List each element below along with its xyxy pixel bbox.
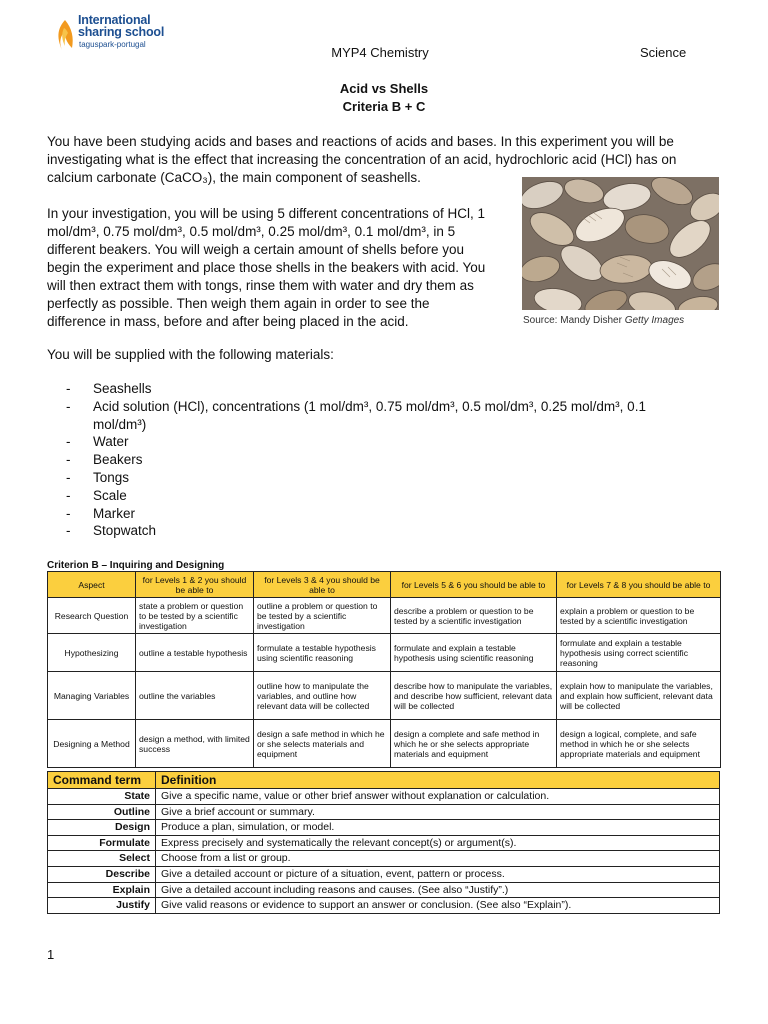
material-label: Stopwatch bbox=[93, 523, 157, 539]
investigation-line: difference in mass, before and after being placed in the acid. bbox=[47, 314, 409, 329]
column-header: Command term bbox=[48, 772, 156, 789]
material-label: Marker bbox=[93, 505, 136, 521]
table-cell: design a complete and safe method in which he or she selects appropriate materials and equipment bbox=[391, 720, 557, 768]
investigation-paragraph bbox=[47, 205, 517, 331]
material-label: Water bbox=[93, 434, 129, 450]
table-row bbox=[48, 789, 720, 805]
logo-line-1: International bbox=[78, 13, 151, 27]
column-header: for Levels 3 & 4 you should be able to bbox=[254, 572, 391, 598]
aspect-cell: Designing a Method bbox=[48, 720, 136, 768]
list-item bbox=[66, 380, 706, 398]
definition-cell: Give a detailed account or picture of a situation, event, pattern or process. bbox=[156, 866, 720, 882]
list-item bbox=[66, 505, 706, 523]
aspect-cell: Hypothesizing bbox=[48, 634, 136, 672]
table-cell: explain a problem or question to be tested by a scientific investigation bbox=[557, 598, 721, 634]
table-cell: outline how to manipulate the variables, and outline how relevant data will be collected bbox=[254, 672, 391, 720]
column-header: for Levels 7 & 8 you should be able to bbox=[557, 572, 721, 598]
list-bullet: - bbox=[66, 505, 71, 521]
table-row bbox=[48, 672, 721, 720]
investigation-line: different beakers. You will weigh a certain amount of shells before you bbox=[47, 242, 465, 257]
definition-cell: Give valid reasons or evidence to support an answer or conclusion. (See also “Explain”). bbox=[156, 898, 720, 914]
command-terms-table bbox=[47, 771, 720, 914]
list-bullet: - bbox=[66, 398, 71, 414]
table-cell: outline a testable hypothesis bbox=[136, 634, 254, 672]
table-cell: outline a problem or question to be tested by a scientific investigation bbox=[254, 598, 391, 634]
term-cell: State bbox=[48, 789, 156, 805]
list-bullet: - bbox=[66, 487, 71, 503]
definition-cell: Give a specific name, value or other brief answer without explanation or calculation. bbox=[156, 789, 720, 805]
term-cell: Explain bbox=[48, 882, 156, 898]
table-row bbox=[48, 634, 721, 672]
aspect-cell: Managing Variables bbox=[48, 672, 136, 720]
subject-group: Science bbox=[640, 45, 687, 60]
table-header-row bbox=[48, 572, 721, 598]
definition-cell: Give a detailed account including reasons and causes. (See also “Justify”.) bbox=[156, 882, 720, 898]
investigation-line: In your investigation, you will be using 5 different concentrations of HCl, 1 bbox=[47, 206, 485, 221]
column-header: for Levels 5 & 6 you should be able to bbox=[391, 572, 557, 598]
table-row bbox=[48, 820, 720, 836]
list-bullet: - bbox=[66, 523, 71, 539]
materials-intro: You will be supplied with the following materials: bbox=[47, 347, 334, 362]
table-row bbox=[48, 851, 720, 867]
term-cell: Design bbox=[48, 820, 156, 836]
table-cell: describe how to manipulate the variables, and describe how sufficient, relevant data will be collected bbox=[391, 672, 557, 720]
definition-cell: Give a brief account or summary. bbox=[156, 804, 720, 820]
logo-line-2: sharing school bbox=[78, 25, 165, 39]
term-cell: Select bbox=[48, 851, 156, 867]
materials-list bbox=[66, 380, 706, 540]
term-cell: Formulate bbox=[48, 835, 156, 851]
material-label: Seashells bbox=[93, 381, 152, 396]
document-title: Acid vs Shells bbox=[339, 81, 429, 96]
table-header-row bbox=[48, 772, 720, 789]
list-item bbox=[66, 433, 706, 451]
definition-cell: Produce a plan, simulation, or model. bbox=[156, 820, 720, 836]
table-row bbox=[48, 598, 721, 634]
term-cell: Outline bbox=[48, 804, 156, 820]
column-header: Aspect bbox=[48, 572, 136, 598]
material-label: Acid solution (HCl), concentrations (1 mol/dm³, 0.75 mol/dm³, 0.5 mol/dm³, 0.25 mol/dm³, 0.1 mol/dm³) bbox=[93, 398, 646, 432]
table-cell: formulate and explain a testable hypothesis using correct scientific reasoning bbox=[557, 634, 721, 672]
list-item bbox=[66, 487, 706, 505]
course-title: MYP4 Chemistry bbox=[331, 45, 429, 60]
document-subtitle: Criteria B + C bbox=[342, 99, 426, 114]
term-cell: Justify bbox=[48, 898, 156, 914]
caption-source: Source: Mandy Disher bbox=[523, 315, 625, 326]
list-item bbox=[66, 469, 706, 487]
investigation-line: perfectly as possible. Then weigh them again in order to see the bbox=[47, 296, 430, 311]
intro-line: calcium carbonate (CaCO₃), the main component of seashells. bbox=[47, 170, 421, 185]
list-item bbox=[66, 522, 706, 540]
aspect-cell: Research Question bbox=[48, 598, 136, 634]
term-cell: Describe bbox=[48, 866, 156, 882]
page-number: 1 bbox=[47, 947, 55, 962]
image-caption bbox=[523, 315, 684, 326]
table-row bbox=[48, 835, 720, 851]
list-bullet: - bbox=[66, 381, 71, 396]
investigation-line: will then extract them with tongs, rinse them with water and dry them as bbox=[47, 278, 474, 293]
list-item bbox=[66, 398, 693, 434]
table-cell: formulate and explain a testable hypothesis using scientific reasoning bbox=[391, 634, 557, 672]
intro-line: investigating what is the effect that increasing the concentration of an acid, hydrochloric acid (HCl) has on bbox=[47, 152, 677, 167]
school-logo bbox=[52, 14, 182, 54]
table-row bbox=[48, 898, 720, 914]
table-cell: formulate a testable hypothesis using scientific reasoning bbox=[254, 634, 391, 672]
material-label: Scale bbox=[93, 487, 127, 503]
column-header: for Levels 1 & 2 you should be able to bbox=[136, 572, 254, 598]
column-header: Definition bbox=[156, 772, 720, 789]
table-row bbox=[48, 804, 720, 820]
table-row bbox=[48, 866, 720, 882]
table-row bbox=[48, 720, 721, 768]
investigation-line: mol/dm³, 0.75 mol/dm³, 0.5 mol/dm³, 0.25 mol/dm³, 0.1 mol/dm³, in 5 bbox=[47, 224, 456, 239]
list-bullet: - bbox=[66, 469, 71, 485]
list-bullet: - bbox=[66, 452, 71, 468]
table-cell: describe a problem or question to be tested by a scientific investigation bbox=[391, 598, 557, 634]
table-cell: outline the variables bbox=[136, 672, 254, 720]
table-cell: state a problem or question to be tested by a scientific investigation bbox=[136, 598, 254, 634]
definition-cell: Express precisely and systematically the relevant concept(s) or argument(s). bbox=[156, 835, 720, 851]
definition-cell: Choose from a list or group. bbox=[156, 851, 720, 867]
intro-line: You have been studying acids and bases and reactions of acids and bases. In this experiment you will be bbox=[47, 134, 674, 149]
list-bullet: - bbox=[66, 434, 71, 450]
caption-agency: Getty Images bbox=[624, 315, 685, 326]
table-row bbox=[48, 882, 720, 898]
criterion-b-title: Criterion B – Inquiring and Designing bbox=[47, 560, 225, 571]
criterion-b-table bbox=[47, 571, 721, 768]
logo-line-3: taguspark-portugal bbox=[79, 40, 146, 49]
material-label: Tongs bbox=[93, 469, 130, 485]
table-cell: explain how to manipulate the variables, and explain how sufficient, relevant data will be collected bbox=[557, 672, 721, 720]
list-item bbox=[66, 451, 706, 469]
table-cell: design a safe method in which he or she selects materials and equipment bbox=[254, 720, 391, 768]
investigation-line: begin the experiment and place those shells in the beakers with acid. You bbox=[47, 260, 486, 275]
table-cell: design a logical, complete, and safe method in which he or she selects appropriate materials and equipment bbox=[557, 720, 721, 768]
seashells-image bbox=[522, 177, 719, 310]
seashells-photo bbox=[522, 177, 719, 310]
flame-logo-icon bbox=[52, 18, 78, 52]
material-label: Beakers bbox=[93, 452, 143, 468]
table-cell: design a method, with limited success bbox=[136, 720, 254, 768]
